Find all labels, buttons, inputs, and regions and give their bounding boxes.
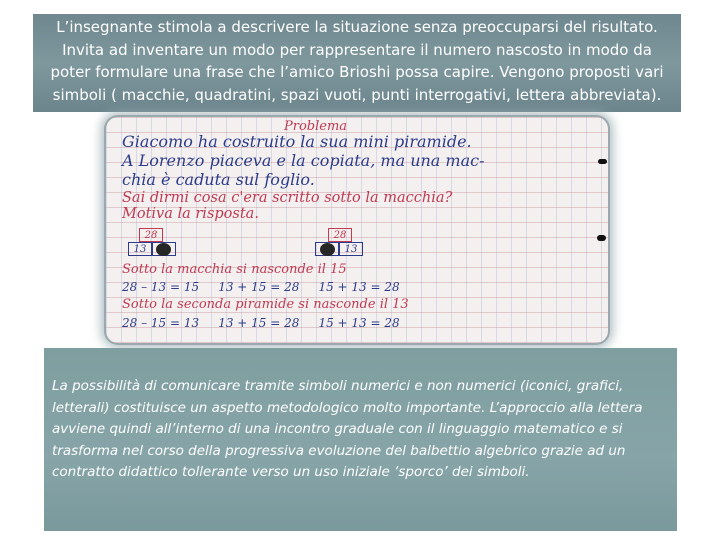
notebook-line-2: A Lorenzo piaceva e la copiata, ma una mac- <box>122 151 485 170</box>
pyramid-2 <box>315 228 375 258</box>
pyramid-1-left: 13 <box>128 242 152 256</box>
binder-mark <box>597 235 606 241</box>
notebook-line-1: Giacomo ha costruito la sua mini piramide. <box>122 132 472 151</box>
pyramid-2-right: 13 <box>339 242 363 256</box>
pyramid-1 <box>128 228 188 258</box>
pyramid-2-top: 28 <box>328 228 352 242</box>
answer-1-label: Sotto la macchia si nasconde il 15 <box>122 262 347 277</box>
ink-blot <box>320 243 335 256</box>
notebook-title: Problema <box>284 119 348 134</box>
binder-mark <box>598 159 607 164</box>
notebook-line-5: Motiva la risposta. <box>122 206 259 222</box>
answer-2-calc: 28 – 15 = 13 13 + 15 = 28 15 + 13 = 28 <box>122 316 400 330</box>
commentary-text-box <box>44 348 677 531</box>
intro-text: L’insegnante stimola a descrivere la situazione senza preoccuparsi del risultato. Invita ad inventare un modo per rappresentare il numero nascosto in modo da poter formulare una frase che l’amico Brioshi possa capire. Vengono proposti vari simboli ( macchie, quadratini, spazi vuoti, punti interrogativi, lettera abbreviata). <box>50 18 664 104</box>
pyramid-1-top: 28 <box>139 228 163 242</box>
commentary-text: La possibilità di comunicare tramite simboli numerici e non numerici (iconici, grafici, letterali) costituisce un aspetto metodologico molto importante. L’approccio alla lettera avviene quindi all’interno di una incontro graduale con il linguaggio matematico e si trasforma nel corso della progressiva evoluzione del balbettio algebrico grazie ad un contratto didattico tollerante verso un uso iniziale ‘sporco’ dei simboli. <box>52 378 643 481</box>
notebook-photo <box>106 117 608 343</box>
intro-text-box <box>33 14 681 112</box>
notebook-line-4: Sai dirmi cosa c'era scritto sotto la macchia? <box>122 190 453 206</box>
notebook-line-3: chia è caduta sul foglio. <box>122 170 315 189</box>
ink-blot <box>156 243 171 256</box>
answer-1-calc: 28 – 13 = 15 13 + 15 = 28 15 + 13 = 28 <box>122 280 400 294</box>
answer-2-label: Sotto la seconda piramide si nasconde il 13 <box>122 297 409 312</box>
